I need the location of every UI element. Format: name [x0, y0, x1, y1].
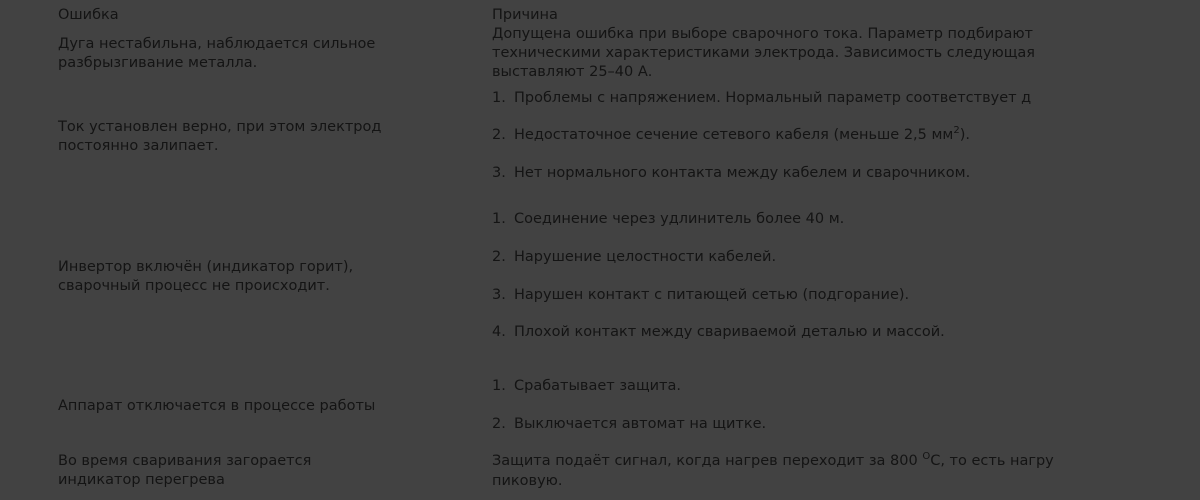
list-item-text: Недостаточное сечение сетевого кабеля (меньше 2,5 мм [514, 127, 954, 143]
cause-text-after: С, то есть нагру [930, 453, 1054, 469]
list-item-number: 2. [492, 416, 506, 432]
row-5-cause-line [492, 452, 1200, 472]
list-item [492, 286, 909, 305]
row-1-error-line: Дуга нестабильна, наблюдается сильное [58, 36, 376, 52]
row-3-error-line: Инвертор включён (индикатор горит), [58, 259, 354, 275]
list-item [492, 415, 766, 434]
list-item-number: 3. [492, 287, 506, 303]
list-item [492, 323, 945, 342]
row-1-cause-line: техническими характеристиками электрода. Зависимость следующая [492, 45, 1035, 61]
row-3-error [58, 258, 483, 296]
list-item-text: Соединение через удлинитель более 40 м. [514, 211, 845, 227]
cause-text: Защита подаёт сигнал, когда нагрев переходит за 800 [492, 453, 923, 469]
row-5-cause-line: пиковую. [492, 473, 563, 489]
row-5-cause [492, 452, 1200, 491]
list-item-number: 2. [492, 127, 506, 143]
row-5-error [58, 452, 483, 490]
superscript: О [922, 451, 931, 462]
list-item-text: Нет нормального контакта между кабелем и сварочником. [514, 165, 971, 181]
row-1-cause [492, 25, 1200, 82]
row-4-error [58, 397, 483, 416]
row-1-error-line: разбрызгивание металла. [58, 55, 258, 71]
list-item-text: Нарушение целостности кабелей. [514, 249, 777, 265]
list-item-text: Срабатывает защита. [514, 378, 681, 394]
list-item-text: Проблемы с напряжением. Нормальный параметр соответствует д [514, 90, 1032, 106]
row-5-error-line: Во время сваривания загорается [58, 453, 312, 469]
header-cause: Причина [492, 7, 558, 23]
list-item [492, 248, 776, 267]
row-2-error [58, 118, 483, 156]
row-1-cause-line: Допущена ошибка при выборе сварочного тока. Параметр подбирают [492, 26, 1033, 42]
row-3-error-line: сварочный процесс не происходит. [58, 278, 330, 294]
list-item [492, 89, 1031, 108]
superscript: 2 [953, 125, 960, 136]
row-1-cause-line: выставляют 25–40 А. [492, 64, 653, 80]
header-error: Ошибка [58, 7, 119, 23]
list-item-number: 3. [492, 165, 506, 181]
list-item [492, 377, 681, 396]
list-item-number: 1. [492, 211, 506, 227]
list-item-text: Плохой контакт между свариваемой деталью и массой. [514, 324, 945, 340]
list-item-text: Нарушен контакт с питающей сетью (подгорание). [514, 287, 910, 303]
list-item [492, 210, 844, 229]
row-1-error [58, 35, 483, 73]
row-2-error-line: постоянно залипает. [58, 138, 219, 154]
list-item [492, 126, 970, 146]
list-item-text: Выключается автомат на щитке. [514, 416, 767, 432]
list-item-number: 4. [492, 324, 506, 340]
row-5-error-line: индикатор перегрева [58, 472, 225, 488]
row-2-error-line: Ток установлен верно, при этом электрод [58, 119, 382, 135]
list-item-number: 2. [492, 249, 506, 265]
list-item-text-after: ). [959, 127, 971, 143]
list-item-number: 1. [492, 90, 506, 106]
row-4-error-line: Аппарат отключается в процессе работы [58, 398, 376, 414]
list-item-number: 1. [492, 378, 506, 394]
list-item [492, 164, 970, 183]
